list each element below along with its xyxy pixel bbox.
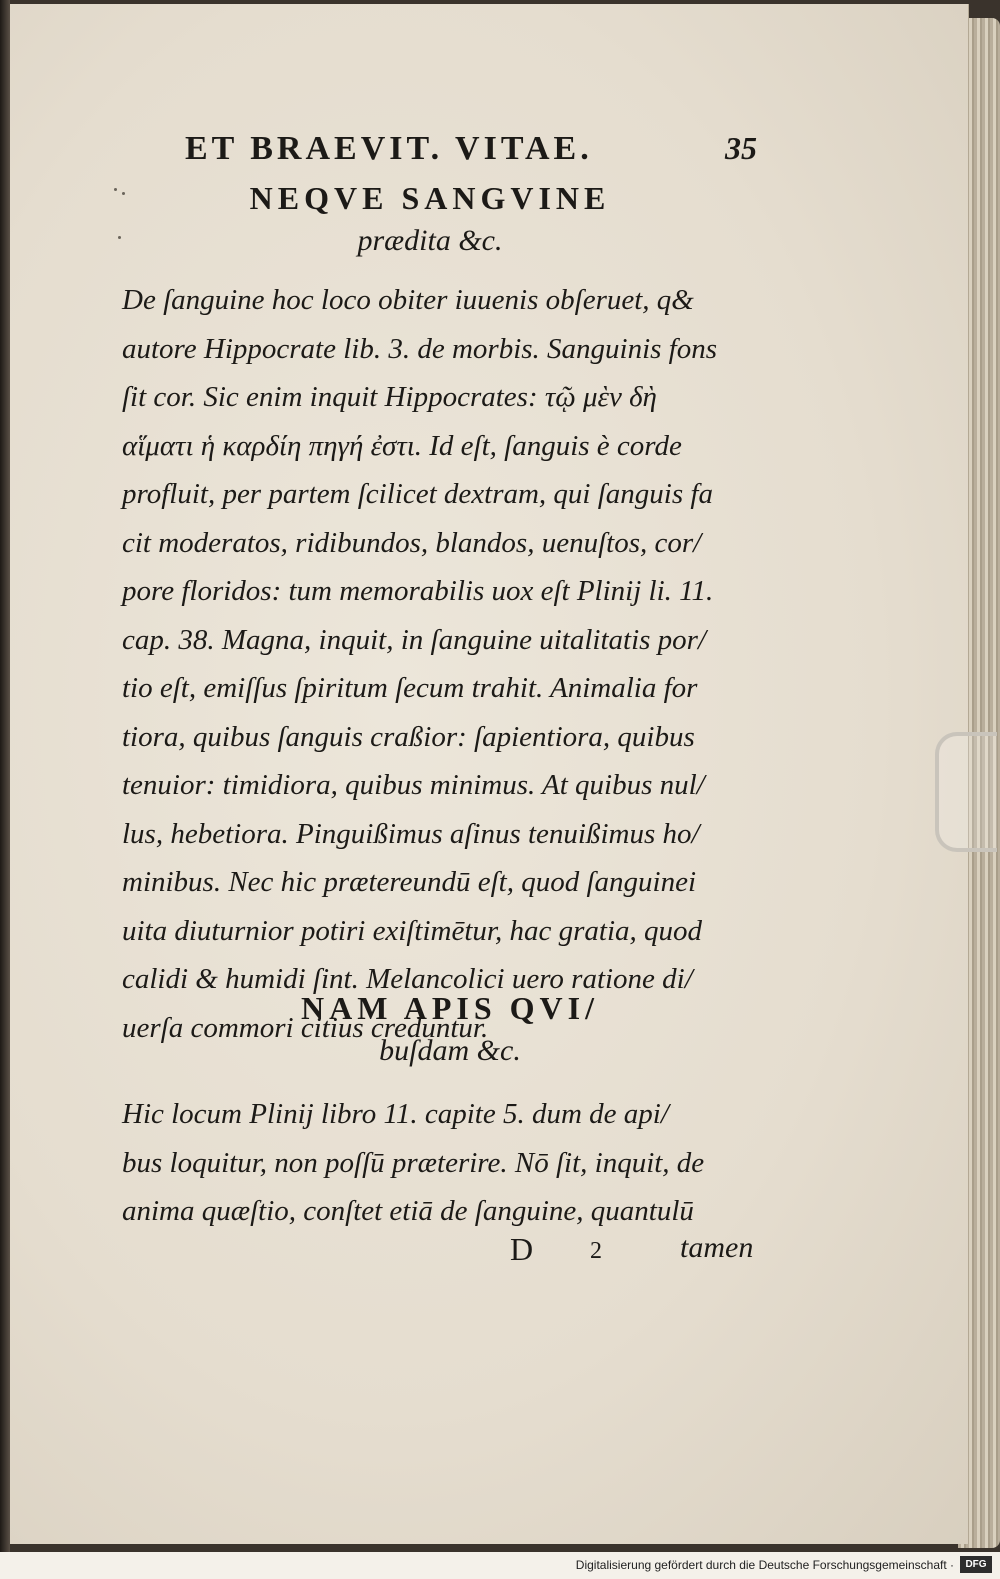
section-subheading: buſdam &c. bbox=[379, 1034, 521, 1067]
section-heading: NEQVE SANGVINE bbox=[249, 180, 611, 216]
text-line: αἵματι ἡ καρδίη πηγή ἐστι. Id eſt, ſanguis è corde bbox=[122, 429, 682, 462]
running-head-title: ET BRAEVIT. VITAE. bbox=[185, 130, 593, 167]
page-clip bbox=[935, 732, 997, 852]
ink-specks bbox=[112, 184, 142, 244]
book-binding-edge bbox=[0, 0, 10, 1579]
text-line: tiora, quibus ſanguis craßior: ſapientiora, quibus bbox=[122, 720, 695, 753]
running-head bbox=[185, 130, 785, 174]
section-body bbox=[122, 1090, 770, 1236]
dfg-logo: DFG bbox=[960, 1556, 992, 1573]
signature-number: 2 bbox=[590, 1238, 602, 1264]
signature-mark: D bbox=[510, 1231, 536, 1267]
text-line: cap. 38. Magna, inquit, in ſanguine uitalitatis por/ bbox=[122, 623, 707, 656]
page-number: 35 bbox=[725, 130, 757, 166]
text-line: Hic locum Plinij libro 11. capite 5. dum de api/ bbox=[122, 1098, 669, 1130]
catchword: tamen bbox=[680, 1231, 754, 1264]
text-line: minibus. Nec hic prætereundū eſt, quod ſanguinei bbox=[122, 866, 697, 898]
text-line: tenuior: timidiora, quibus minimus. At quibus nul/ bbox=[122, 769, 705, 801]
text-line: profluit, per partem ſcilicet dextram, qui ſanguis fa bbox=[122, 478, 713, 510]
text-line: lus, hebetiora. Pinguißimus aſinus tenuißimus ho/ bbox=[122, 817, 700, 850]
text-line: autore Hippocrate lib. 3. de morbis. Sanguinis fons bbox=[122, 332, 718, 365]
section-subheading: prædita &c. bbox=[357, 224, 503, 257]
text-line: bus loquitur, non poſſū præterire. Nō ſit, inquit, de bbox=[122, 1146, 705, 1179]
text-line: ſit cor. Sic enim inquit Hippocrates: τῷ μὲν δὴ bbox=[122, 381, 657, 413]
footer-bar bbox=[0, 1552, 1000, 1579]
text-line: cit moderatos, ridibundos, blandos, uenuſtos, cor/ bbox=[122, 526, 702, 559]
section-body bbox=[122, 276, 770, 1052]
text-line: pore floridos: tum memorabilis uox eſt Plinij li. 11. bbox=[122, 575, 714, 607]
text-line: uerſa commori citius creduntur. bbox=[122, 1011, 489, 1044]
section-heading: NAM APIS QVI/ bbox=[301, 990, 599, 1026]
text-line: uita diuturnior potiri exiſtimētur, hac gratia, quod bbox=[122, 914, 702, 947]
text-line: tio eſt, emiſſus ſpiritum ſecum trahit. Animalia for bbox=[122, 672, 698, 704]
text-line: anima quæſtio, conſtet etiā de ſanguine, quantulū bbox=[122, 1195, 694, 1227]
text-line: De ſanguine hoc loco obiter iuuenis obſeruet, q& bbox=[122, 284, 694, 316]
text-line: calidi & humidi ſint. Melancolici uero ratione di/ bbox=[122, 963, 693, 995]
funding-credit: Digitalisierung gefördert durch die Deutsche Forschungsgemeinschaft · bbox=[575, 1558, 954, 1572]
